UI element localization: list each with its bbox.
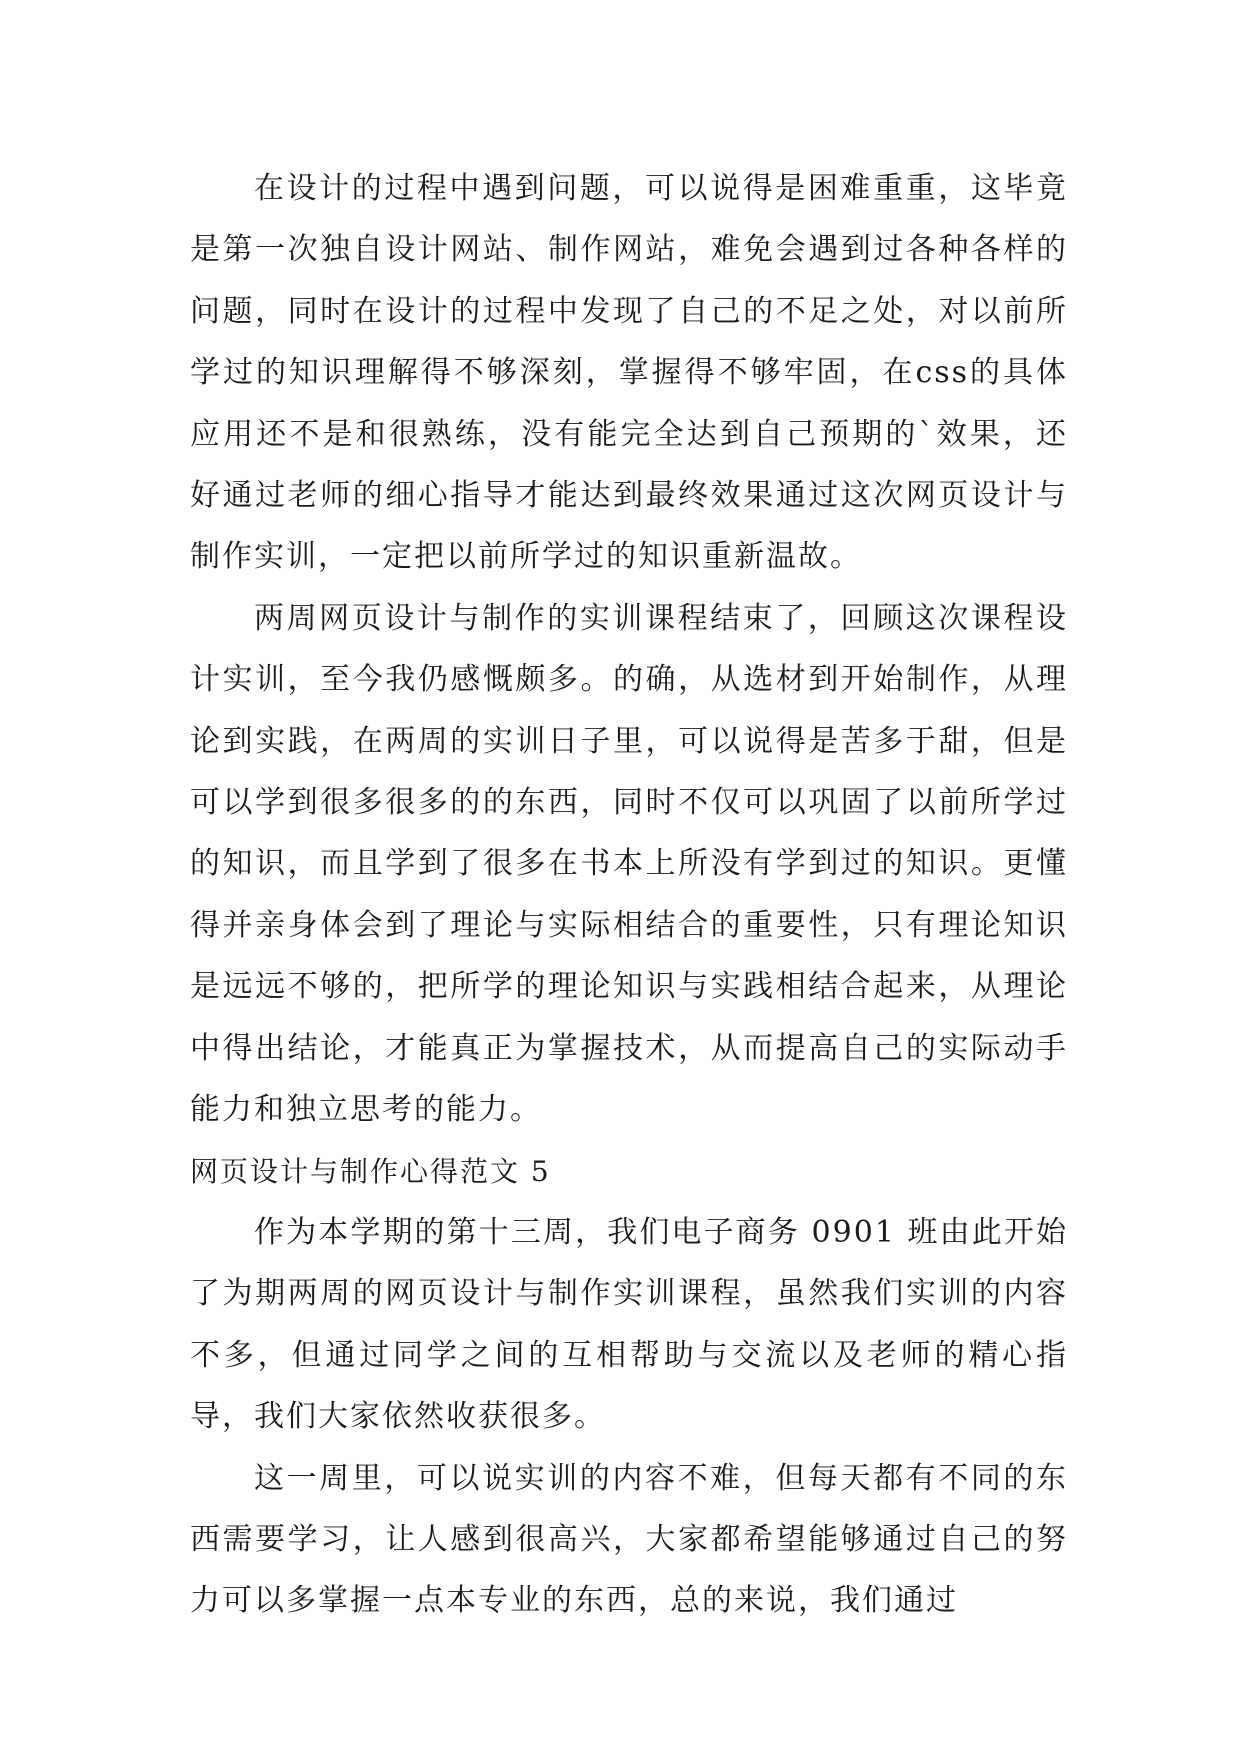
section-heading: 网页设计与制作心得范文 5 (190, 1154, 551, 1188)
paragraph-design-problems: 在设计的过程中遇到问题，可以说得是困难重重，这毕竟是第一次独自设计网站、制作网站，难免会遇到过各种各样的问题，同时在设计的过程中发现了自己的不足之处，对以前所学过的知识理解得不够深刻，掌握得不够牢固，在css的具体应用还不是和很熟练，没有能完全达到自己预期的`效果，还好通过老师的细心指导才能达到最终效果通过这次网页设计与制作实训，一定把以前所学过的知识重新温故。 (190, 171, 1068, 575)
paragraph-week-thirteen: 作为本学期的第十三周，我们电子商务 0901 班由此开始了为期两周的网页设计与制作实训课程，虽然我们实训的内容不多，但通过同学之间的互相帮助与交流以及老师的精心指导，我们大家依然收获很多。 (190, 1214, 1068, 1435)
document-body (190, 158, 1068, 1632)
paragraph-training-review: 两周网页设计与制作的实训课程结束了，回顾这次课程设计实训，至今我仍感慨颇多。的确，从选材到开始制作，从理论到实践，在两周的实训日子里，可以说得是苦多于甜，但是可以学到很多很多的的东西，同时不仅可以巩固了以前所学过的知识，而且学到了很多在书本上所没有学到过的知识。更懂得并亲身体会到了理论与实际相结合的重要性，只有理论知识是远远不够的，把所学的理论知识与实践相结合起来，从理论中得出结论，才能真正为掌握技术，从而提高自己的实际动手能力和独立思考的能力。 (190, 600, 1068, 1128)
paragraph-this-week: 这一周里，可以说实训的内容不难，但每天都有不同的东西需要学习，让人感到很高兴，大家都希望能够通过自己的努力可以多掌握一点本专业的东西，总的来说，我们通过 (190, 1460, 1068, 1619)
